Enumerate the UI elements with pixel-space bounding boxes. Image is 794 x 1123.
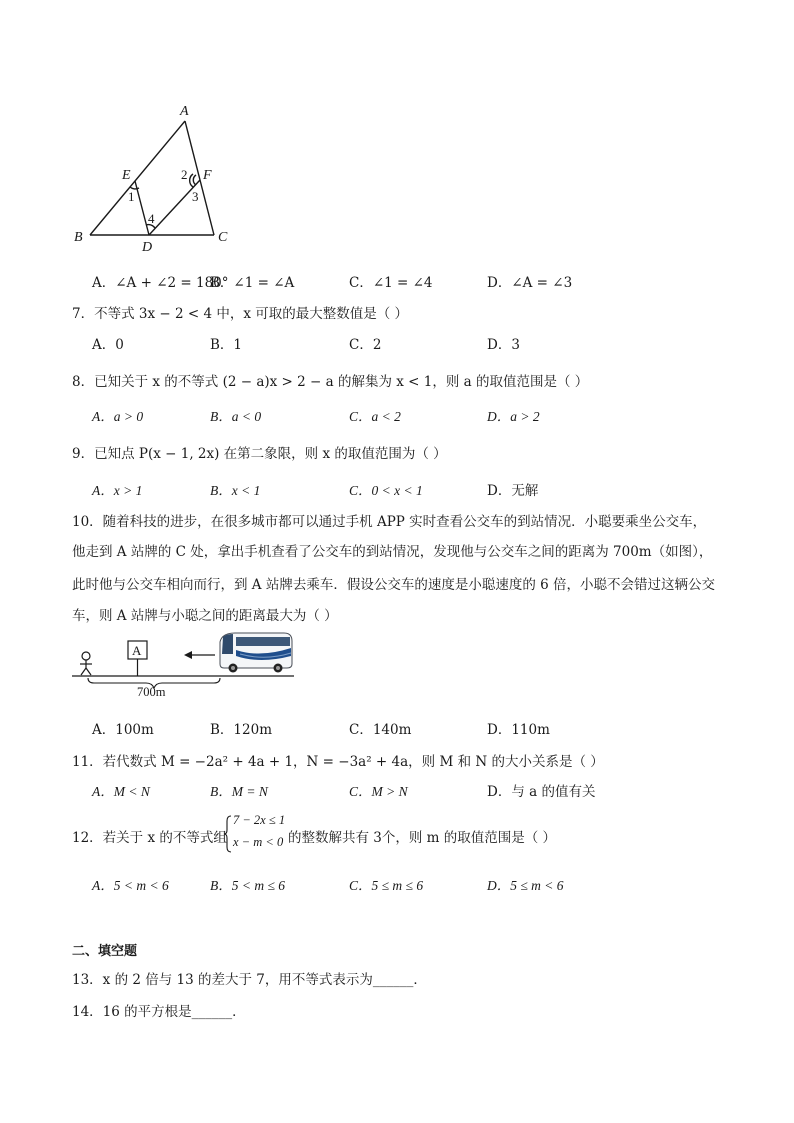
q12-prefix: 12．若关于 x 的不等式组: [72, 830, 227, 846]
q8-stem: 8．已知关于 x 的不等式 (2 − a)x > 2 − a 的解集为 x < 1，则 a 的取值范围是（ ）: [72, 374, 589, 390]
label-angle-2: 2: [181, 167, 188, 182]
section-title: 二、填空题: [72, 944, 138, 959]
q12-inequality-1: 7 − 2x ≤ 1: [233, 813, 286, 827]
q9-option-a[interactable]: A．x > 1: [92, 483, 143, 498]
q8-option-b[interactable]: B．a < 0: [210, 409, 262, 424]
q12-suffix: 的整数解共有 3个，则 m 的取值范围是（ ）: [288, 830, 557, 846]
bus-icon: [220, 633, 292, 673]
system-brace: [224, 815, 232, 853]
q11-option-a[interactable]: A．M < N: [92, 784, 150, 799]
q7-option-c[interactable]: C．2: [349, 337, 382, 353]
q7-option-b[interactable]: B．1: [210, 337, 243, 353]
bus-figure: [70, 628, 295, 700]
q12-option-d[interactable]: D．5 ≤ m < 6: [487, 878, 564, 893]
q11-option-c[interactable]: C．M > N: [349, 784, 408, 799]
q8-option-d[interactable]: D．a > 2: [487, 409, 540, 424]
label-A: A: [180, 104, 189, 119]
label-angle-3: 3: [192, 189, 199, 204]
q10-option-d[interactable]: D．110m: [487, 722, 550, 738]
q10-option-b[interactable]: B．120m: [210, 722, 272, 738]
label-B: B: [74, 230, 83, 245]
bus-stop-sign-label: A: [132, 643, 142, 658]
direction-arrow-icon: [184, 651, 215, 659]
q10-stem-line1: 10．随着科技的进步，在很多城市都可以通过手机 APP 实时查看公交车的到站情况．小聪要乘坐公交车，: [72, 514, 707, 530]
q6-option-c[interactable]: C．∠1 = ∠4: [349, 275, 433, 291]
q12-option-b[interactable]: B．5 < m ≤ 6: [210, 878, 286, 893]
q10-option-a[interactable]: A．100m: [92, 722, 154, 738]
q12-inequality-2: x − m < 0: [233, 835, 284, 849]
label-F: F: [203, 168, 212, 183]
q9-option-d[interactable]: D．无解: [487, 483, 539, 499]
q7-stem: 7．不等式 3x − 2 < 4 中，x 可取的最大整数值是（ ）: [72, 306, 409, 322]
angle-mark-2: [190, 174, 193, 187]
q10-stem-line4: 车，则 A 站牌与小聪之间的距离最大为（ ）: [72, 608, 338, 624]
distance-label: 700m: [137, 685, 166, 699]
q14-stem: 14．16 的平方根是______．: [72, 1004, 246, 1020]
q6-option-a[interactable]: A．∠A + ∠2 = 180°: [92, 275, 229, 291]
q9-option-c[interactable]: C．0 < x < 1: [349, 483, 423, 498]
q12-option-c[interactable]: C．5 ≤ m ≤ 6: [349, 878, 424, 893]
q7-option-a[interactable]: A．0: [92, 337, 124, 353]
q9-stem: 9．已知点 P(x − 1, 2x) 在第二象限，则 x 的取值范围为（ ）: [72, 446, 447, 462]
q11-stem: 11．若代数式 M = −2a² + 4a + 1，N = −3a² + 4a，则 M 和 N 的大小关系是（ ）: [72, 754, 604, 770]
q11-option-b[interactable]: B．M = N: [210, 784, 268, 799]
person-icon: [80, 652, 92, 675]
q6-option-b[interactable]: B．∠1 = ∠A: [210, 275, 295, 291]
angle-mark-2b: [193, 175, 196, 185]
q8-option-c[interactable]: C．a < 2: [349, 409, 401, 424]
label-angle-1: 1: [128, 189, 135, 204]
q7-option-d[interactable]: D．3: [487, 337, 520, 353]
q10-stem-line2: 他走到 A 站牌的 C 处，拿出手机查看了公交车的到站情况，发现他与公交车之间的距离为 700m（如图），: [72, 544, 713, 560]
q9-option-b[interactable]: B．x < 1: [210, 483, 261, 498]
q10-option-c[interactable]: C．140m: [349, 722, 412, 738]
label-C: C: [218, 230, 228, 245]
label-angle-4: 4: [148, 211, 155, 226]
segment-AB: [90, 121, 185, 235]
q10-stem-line3: 此时他与公交车相向而行，到 A 站牌去乘车．假设公交车的速度是小聪速度的 6 倍，小聪不会错过这辆公交: [72, 577, 716, 593]
label-E: E: [122, 168, 131, 183]
q11-option-d[interactable]: D．与 a 的值有关: [487, 784, 596, 800]
q13-stem: 13．x 的 2 倍与 13 的差大于 7，用不等式表示为______．: [72, 972, 427, 988]
triangle-figure: [60, 95, 250, 255]
q12-option-a[interactable]: A．5 < m < 6: [92, 878, 169, 893]
label-D: D: [142, 240, 153, 255]
q8-option-a[interactable]: A．a > 0: [92, 409, 144, 424]
q6-option-d[interactable]: D．∠A = ∠3: [487, 275, 573, 291]
